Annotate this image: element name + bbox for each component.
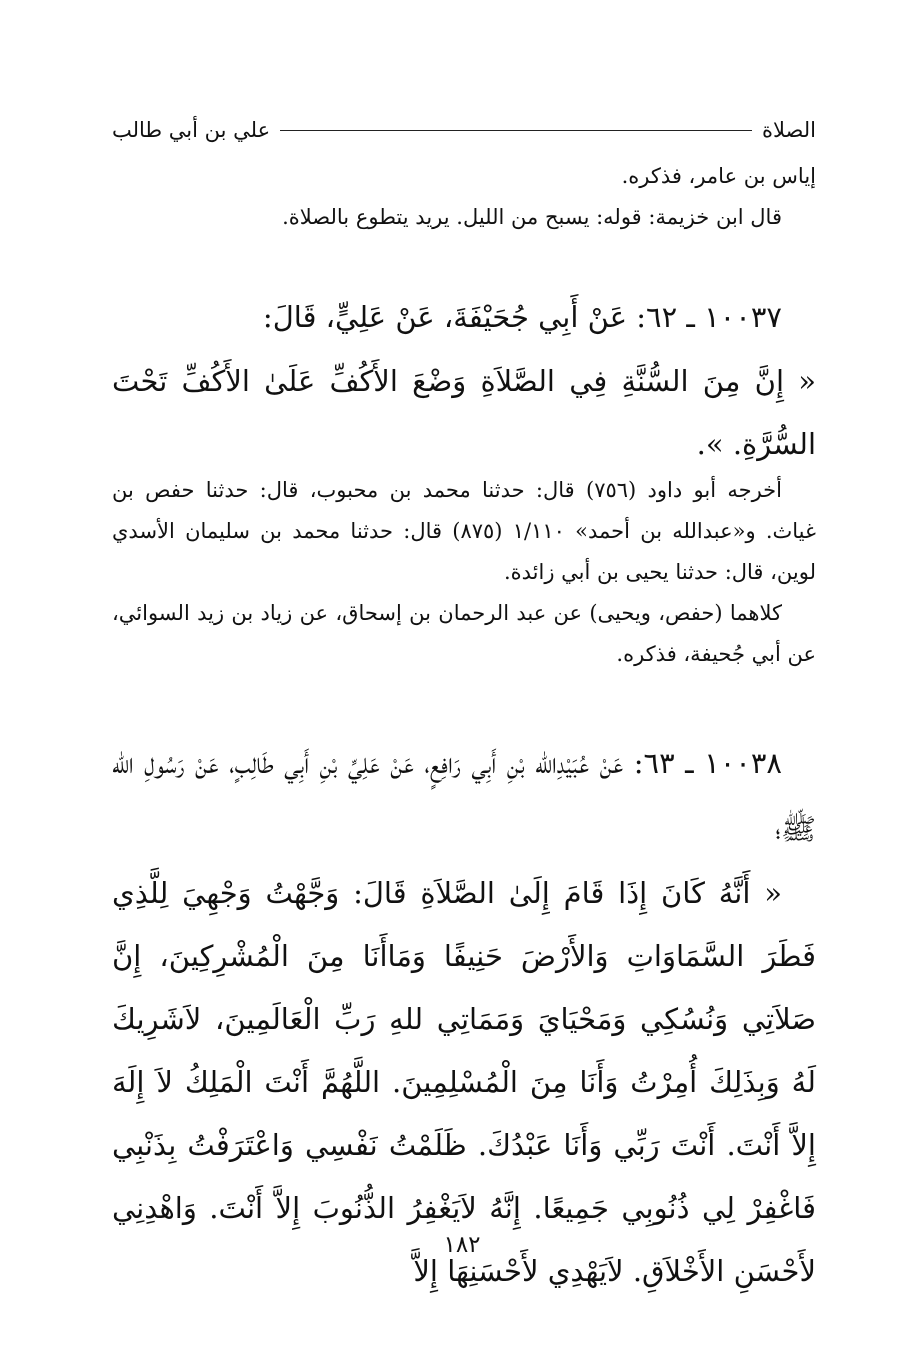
hadith-10037-takhrij [112,470,816,675]
header-section-title: الصلاة [762,118,816,142]
hadith-10037 [112,284,816,476]
hadith-10038-text: « أَنَّهُ كَانَ إِذَا قَامَ إِلَىٰ الصَّلاَةِ قَالَ: وَجَّهْتُ وَجْهِيَ لِلَّذِي فَطَرَ السَّمَاوَاتِ وَالأَرْضَ حَنِيفًا وَمَاأَنَا مِنَ الْمُشْرِكِينَ، إِنَّ صَلاَتِي وَنُسُكِي وَمَحْيَايَ وَمَمَاتِي للهِ رَبِّ الْعَالَمِينَ، لاَشَرِيكَ لَهُ وَبِذَلِكَ أُمِرْتُ وَأَنَا مِنَ الْمُسْلِمِينَ. اللَّهُمَّ أَنْتَ الْمَلِكُ لاَ إِلَهَ إِلاَّ أَنْتَ. أَنْتَ رَبِّي وَأَنَا عَبْدُكَ. ظَلَمْتُ نَفْسِي وَاعْتَرَفْتُ بِذَنْبِي فَاغْفِرْ لِي ذُنُوبِي جَمِيعًا. إِنَّهُ لاَيَغْفِرُ الذُّنُوبَ إِلاَّ أَنْتَ. وَاهْدِنِي لأَحْسَنِ الأَخْلاَقِ. لاَيَهْدِي لأَحْسَنِهَا إِلاَّ [112,876,816,1288]
top-note-line-1: إياس بن عامر، فذكره. [621,164,816,188]
top-note-line-2: قال ابن خزيمة: قوله: يسبح من الليل. يريد يتطوع بالصلاة. [282,205,782,229]
header-book-title: علي بن أبي طالب [112,118,271,142]
hadith-10037-heading: ١٠٠٣٧ ـ ٦٢: عَنْ أَبِي جُحَيْفَةَ، عَنْ عَلِيٍّ، قَالَ: [262,300,782,334]
top-note [112,156,816,238]
takhrij-paragraph-2: كلاهما (حفص، ويحيى) عن عبد الرحمان بن إسحاق، عن زياد بن زيد السوائي، عن أبي جُحيفة، فذكره. [112,601,816,666]
hadith-10038-heading: ١٠٠٣٨ ـ ٦٣: عَنْ عُبَيْدِالله بْنِ أَبِي رَافِعٍ، عَنْ عَلِيِّ بْنِ أَبِي طَالِبٍ، عَنْ رَسُولِ الله ﷺ؛ [112,746,816,846]
hadith-10037-text: « إِنَّ مِنَ السُّنَّةِ فِي الصَّلاَةِ وَضْعَ الأَكُفِّ عَلَىٰ الأَكُفِّ تَحْتَ السُّرَّةِ. ». [112,364,816,461]
page-number: ١٨٢ [443,1232,481,1258]
running-header [112,112,816,148]
header-rule [280,130,752,131]
hadith-10038 [112,730,816,1303]
takhrij-paragraph-1: أخرجه أبو داود (٧٥٦) قال: حدثنا محمد بن محبوب، قال: حدثنا حفص بن غياث. و«عبدالله بن أحمد» ١/١١٠ (٨٧٥) قال: حدثنا محمد بن سليمان الأسدي لوين، قال: حدثنا يحيى بن أبي زائدة. [112,478,816,584]
